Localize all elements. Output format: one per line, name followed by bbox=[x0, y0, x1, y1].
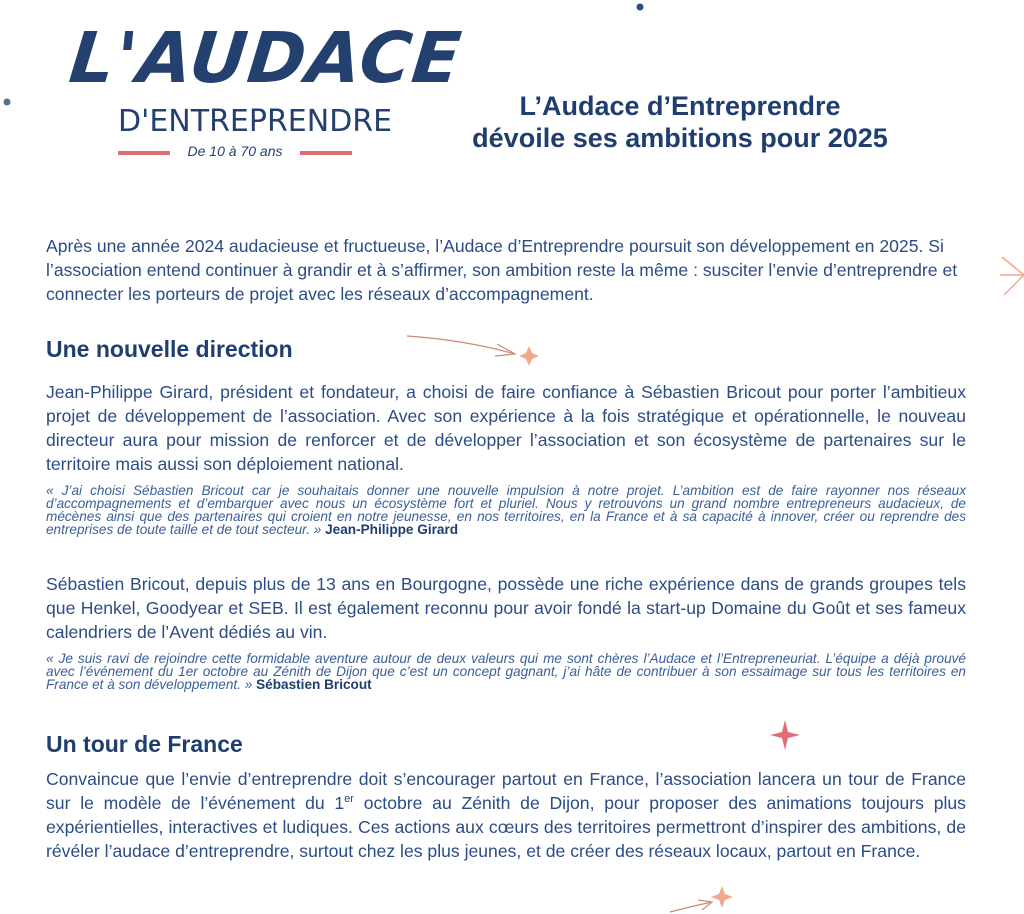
logo-underline-left bbox=[118, 151, 170, 155]
tour-paragraph-part-1: Convaincue que l’envie d’entreprendre doit s’encourager partout en France, l’association lancera un tour de France sur le modèle de l’événement du 1 bbox=[46, 769, 966, 813]
girard-quote bbox=[46, 484, 966, 536]
decor-dot-left bbox=[3, 98, 11, 106]
logo-tagline: De 10 à 70 ans bbox=[187, 143, 283, 159]
intro-paragraph: Après une année 2024 audacieuse et fructueuse, l’Audace d’Entreprendre poursuit son développement en 2025. Si l’association entend continuer à grandir et à s’affirmer, son ambition reste la même : susciter l’envie d’entreprendre et connecter les porteurs de projet avec les réseaux d’accompagnement. bbox=[46, 236, 958, 304]
tour-paragraph-superscript: er bbox=[344, 793, 354, 806]
girard-quote-author: Jean-Philippe Girard bbox=[325, 522, 459, 537]
logo-subtitle: D'ENTREPRENDRE bbox=[118, 104, 393, 139]
page-title-line-1: L’Audace d’Entreprendre bbox=[519, 91, 841, 121]
bricout-quote-text: « Je suis ravi de rejoindre cette formidable aventure autour de deux valeurs qui me sont chères l’Audace et l’Entrepreneuriat. L’équipe a déjà prouvé avec l’événement du 1er octobre au Zénith de Dijon que c’est un concept gagnant, j’ai hâte de contribuer à son essaimage sur tous les territoires en France et à son développement. » bbox=[46, 651, 966, 692]
page-title-line-2: dévoile ses ambitions pour 2025 bbox=[472, 123, 888, 153]
tour-paragraph-part-2: octobre au Zénith de Dijon, pour proposer des animations toujours plus expérientielles, interactives et ludiques. Ces actions aux cœurs des territoires permettront d’inspirer des ambitions, de révéler l’audace d’entreprendre, surtout chez les plus jeunes, et de créer des réseaux locaux, partout en France. bbox=[46, 793, 966, 861]
decor-sparkle-star bbox=[768, 718, 802, 752]
section-heading-tour: Un tour de France bbox=[46, 731, 243, 757]
tour-paragraph bbox=[46, 767, 966, 863]
girard-quote-text: « J’ai choisi Sébastien Bricout car je souhaitais donner une nouvelle impulsion à notre projet. L’ambition est de faire rayonner nos réseaux d’accompagnements et d’embarquer avec nous un écosystème fort et pluriel. Nous y retrouvons un grand nombre entrepreneurs audacieux, de mécènes ainsi que des partenaires qui croient en notre jeunesse, en nos territoires, en la France et à sa capacité à innover, créer ou reprendre des entreprises de toute taille et de tout secteur. » bbox=[46, 483, 966, 537]
logo-underline-right bbox=[300, 151, 352, 155]
page-title bbox=[420, 90, 940, 154]
decor-sunburst-right bbox=[1000, 245, 1024, 305]
bricout-paragraph: Sébastien Bricout, depuis plus de 13 ans en Bourgogne, possède une riche expérience dans de grands groupes tels que Henkel, Goodyear et SEB. Il est également reconnu pour avoir fondé la start-up Domaine du Goût et ses fameux calendriers de l’Avent dédiés au vin. bbox=[46, 574, 966, 642]
section-heading-direction: Une nouvelle direction bbox=[46, 336, 293, 362]
bricout-quote bbox=[46, 652, 966, 691]
direction-paragraph: Jean-Philippe Girard, président et fondateur, a choisi de faire confiance à Sébastien Bricout pour porter l’ambitieux projet de développement de l’association. Avec son expérience à la fois stratégique et opérationnelle, le nouveau directeur aura pour mission de renforcer et de développer l’association et son écosystème de partenaires sur le territoire mais aussi son déploiement national. bbox=[46, 382, 966, 474]
decor-dot-top bbox=[636, 3, 644, 11]
bricout-quote-author: Sébastien Bricout bbox=[256, 677, 372, 692]
logo-wordmark: L'AUDACE bbox=[65, 17, 466, 99]
decor-arrow-star-1 bbox=[405, 332, 540, 368]
decor-arrow-star-2 bbox=[668, 884, 738, 914]
